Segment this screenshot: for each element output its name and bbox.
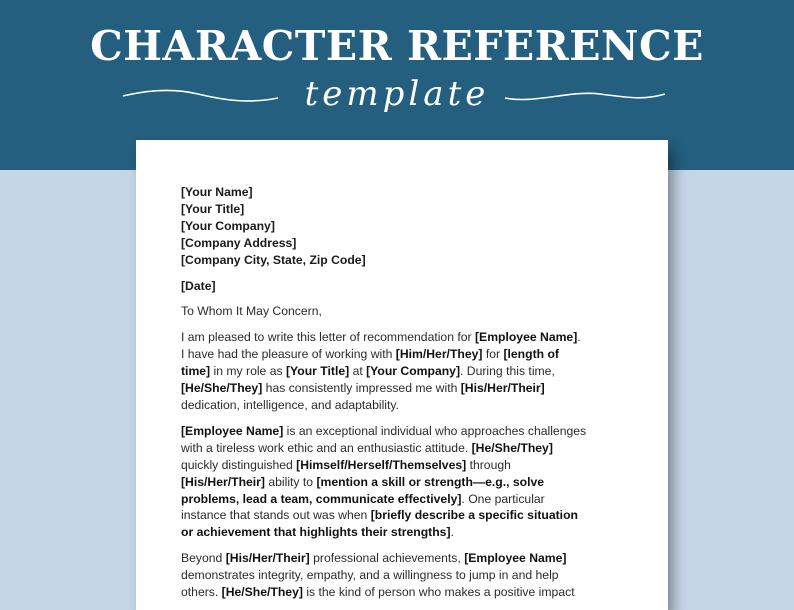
- date-line: [181, 278, 641, 295]
- sender-address: [Company Address]: [181, 235, 297, 250]
- paragraph-1: [181, 329, 641, 414]
- paragraph-3: [181, 550, 641, 601]
- placeholder: [His/Her/Their]: [181, 474, 265, 489]
- letter-content: [181, 184, 641, 610]
- placeholder: [His/Her/Their]: [225, 551, 310, 566]
- placeholder: [Employee Name]: [464, 551, 567, 566]
- placeholder: [Himself/Herself/Themselves]: [296, 457, 467, 472]
- text: .: [450, 525, 454, 540]
- text: for: [482, 347, 504, 362]
- placeholder: time]: [181, 364, 211, 379]
- placeholder: [His/Her/Their]: [460, 381, 545, 396]
- paragraph-2: [181, 423, 641, 541]
- sender-company: [Your Company]: [181, 218, 275, 233]
- text: others.: [181, 585, 222, 600]
- text: professional achievements,: [309, 551, 465, 566]
- placeholder: problems, lead a team, communicate effectively]: [181, 491, 462, 506]
- text: has consistently impressed me with: [262, 381, 461, 396]
- placeholder: [mention a skill or strength—e.g., solve: [316, 474, 545, 489]
- placeholder: [Him/Her/They]: [395, 347, 483, 362]
- letter-date: [Date]: [181, 278, 216, 293]
- text: . During this time,: [460, 364, 555, 379]
- text: is an exceptional individual who approaches challenges: [283, 423, 587, 438]
- text: with a tireless work ethic and an enthusiastic attitude.: [181, 440, 472, 455]
- placeholder: [Your Company]: [366, 364, 461, 379]
- text: I have had the pleasure of working with: [181, 347, 396, 362]
- text: dedication, intelligence, and adaptability.: [181, 397, 399, 412]
- salutation: To Whom It May Concern,: [181, 304, 322, 319]
- placeholder: [length of: [503, 347, 559, 362]
- placeholder: [He/She/They]: [181, 381, 263, 396]
- text: . One particular: [461, 491, 545, 506]
- text: Beyond: [181, 551, 226, 566]
- right-flourish-icon: [500, 70, 670, 110]
- placeholder: [He/She/They]: [471, 440, 553, 455]
- text: through: [466, 457, 511, 472]
- placeholder: [Employee Name]: [475, 330, 578, 345]
- banner-subtitle: template: [304, 74, 490, 114]
- sender-name: [Your Name]: [181, 185, 253, 199]
- letter-page: [136, 140, 668, 610]
- banner-subtitle-row: [0, 70, 794, 120]
- text: quickly distinguished: [181, 457, 297, 472]
- text: in my role as: [210, 364, 286, 379]
- sender-block: [181, 184, 641, 269]
- text: I am pleased to write this letter of recommendation for: [181, 330, 475, 345]
- text: demonstrates integrity, empathy, and a willingness to jump in and help: [181, 568, 559, 583]
- text: .: [577, 330, 581, 345]
- text: at: [349, 364, 367, 379]
- sender-title: [Your Title]: [181, 201, 245, 216]
- banner-title: CHARACTER REFERENCE: [90, 22, 704, 70]
- text: ability to: [264, 474, 317, 489]
- placeholder: [briefly describe a specific situation: [370, 508, 578, 523]
- text: instance that stands out was when: [181, 508, 371, 523]
- placeholder: or achievement that highlights their strengths]: [181, 525, 451, 540]
- text: is the kind of person who makes a positive impact: [302, 585, 575, 600]
- placeholder: [He/She/They]: [221, 585, 303, 600]
- sender-city: [Company City, State, Zip Code]: [181, 252, 366, 267]
- placeholder: [Your Title]: [285, 364, 350, 379]
- placeholder: [Employee Name]: [181, 423, 284, 438]
